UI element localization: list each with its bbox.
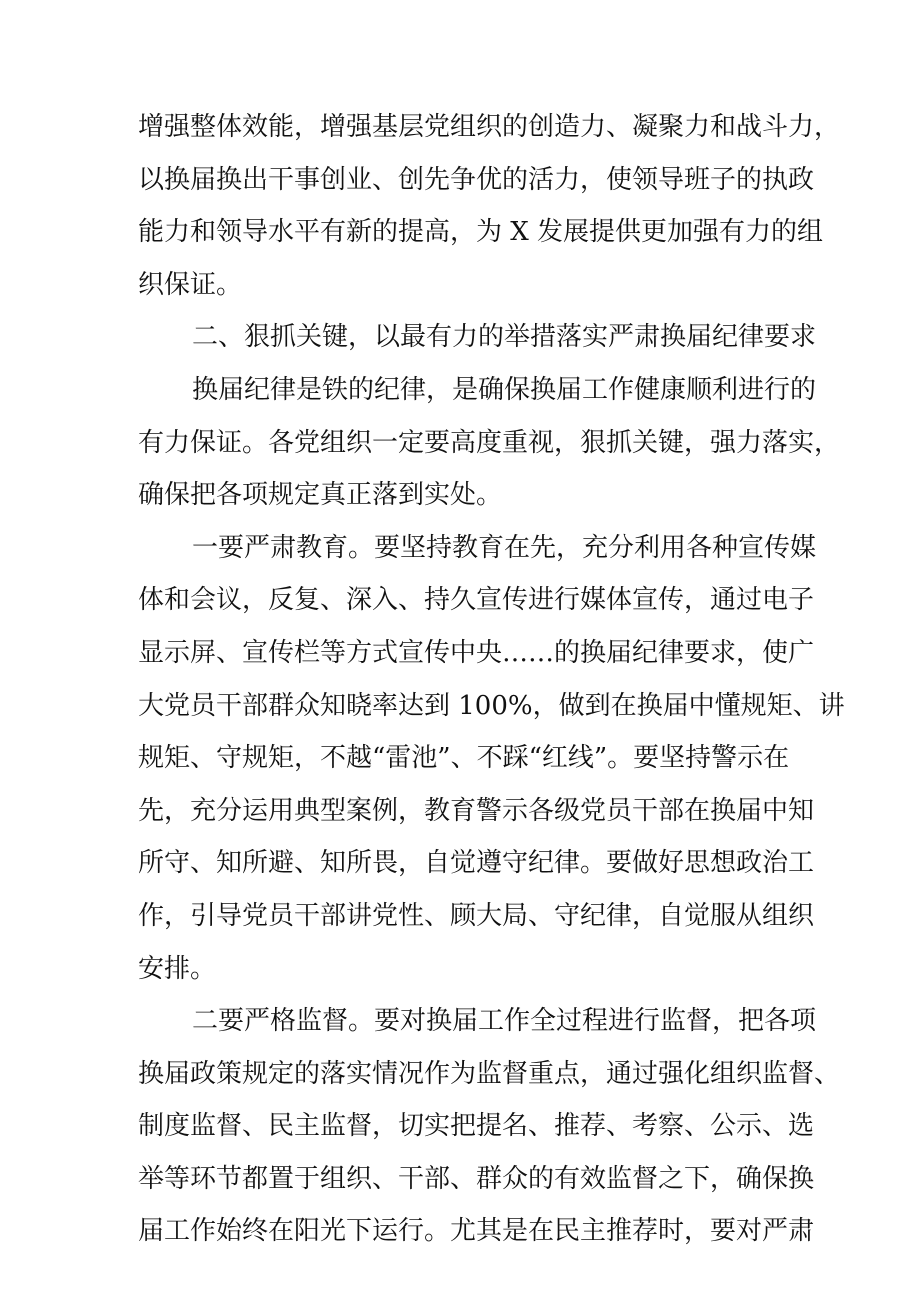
text-line: 大党员干部群众知晓率达到 100%，做到在换届中懂规矩、讲	[138, 690, 845, 721]
text-line: 织保证。	[138, 269, 243, 300]
text-line: 确保把各项规定真正落到实处。	[138, 480, 503, 511]
text-line: 一要严肃教育。要坚持教育在先，充分利用各种宣传媒	[192, 532, 817, 563]
document-body	[138, 101, 845, 1258]
text-line: 二要严格监督。要对换届工作全过程进行监督，把各项	[192, 1006, 817, 1037]
text-line: 显示屏、宣传栏等方式宣传中央……的换届纪律要求，使广	[138, 637, 815, 668]
text-line: 所守、知所避、知所畏，自觉遵守纪律。要做好思想政治工	[138, 848, 815, 879]
text-line: 增强整体效能，增强基层党组织的创造力、凝聚力和战斗力，	[138, 112, 841, 142]
text-line: 以换届换出干事创业、创先争优的活力，使领导班子的执政	[138, 164, 815, 195]
section-heading: 二、狠抓关键，以最有力的举措落实严肃换届纪律要求	[192, 322, 817, 353]
text-line: 作，引导党员干部讲党性、顾大局、守纪律，自觉服从组织	[138, 900, 815, 931]
text-line: 安排。	[138, 953, 217, 984]
text-line: 规矩、守规矩，不越“雷池”、不踩“红线”。要坚持警示在	[138, 743, 790, 774]
text-line: 制度监督、民主监督，切实把提名、推荐、考察、公示、选	[138, 1111, 815, 1142]
text-line: 能力和领导水平有新的提高，为 X 发展提供更加强有力的组	[138, 217, 824, 248]
text-line: 先，充分运用典型案例，教育警示各级党员干部在换届中知	[138, 795, 815, 826]
text-line: 换届纪律是铁的纪律，是确保换届工作健康顺利进行的	[192, 374, 817, 405]
text-line: 举等环节都置于组织、干部、群众的有效监督之下，确保换	[138, 1163, 815, 1194]
text-line: 体和会议，反复、深入、持久宣传进行媒体宣传，通过电子	[138, 585, 815, 616]
text-line: 届工作始终在阳光下运行。尤其是在民主推荐时，要对严肃	[138, 1216, 815, 1247]
text-line: 换届政策规定的落实情况作为监督重点，通过强化组织监督、	[138, 1058, 841, 1089]
text-line: 有力保证。各党组织一定要高度重视，狠抓关键，强力落实，	[138, 427, 841, 458]
